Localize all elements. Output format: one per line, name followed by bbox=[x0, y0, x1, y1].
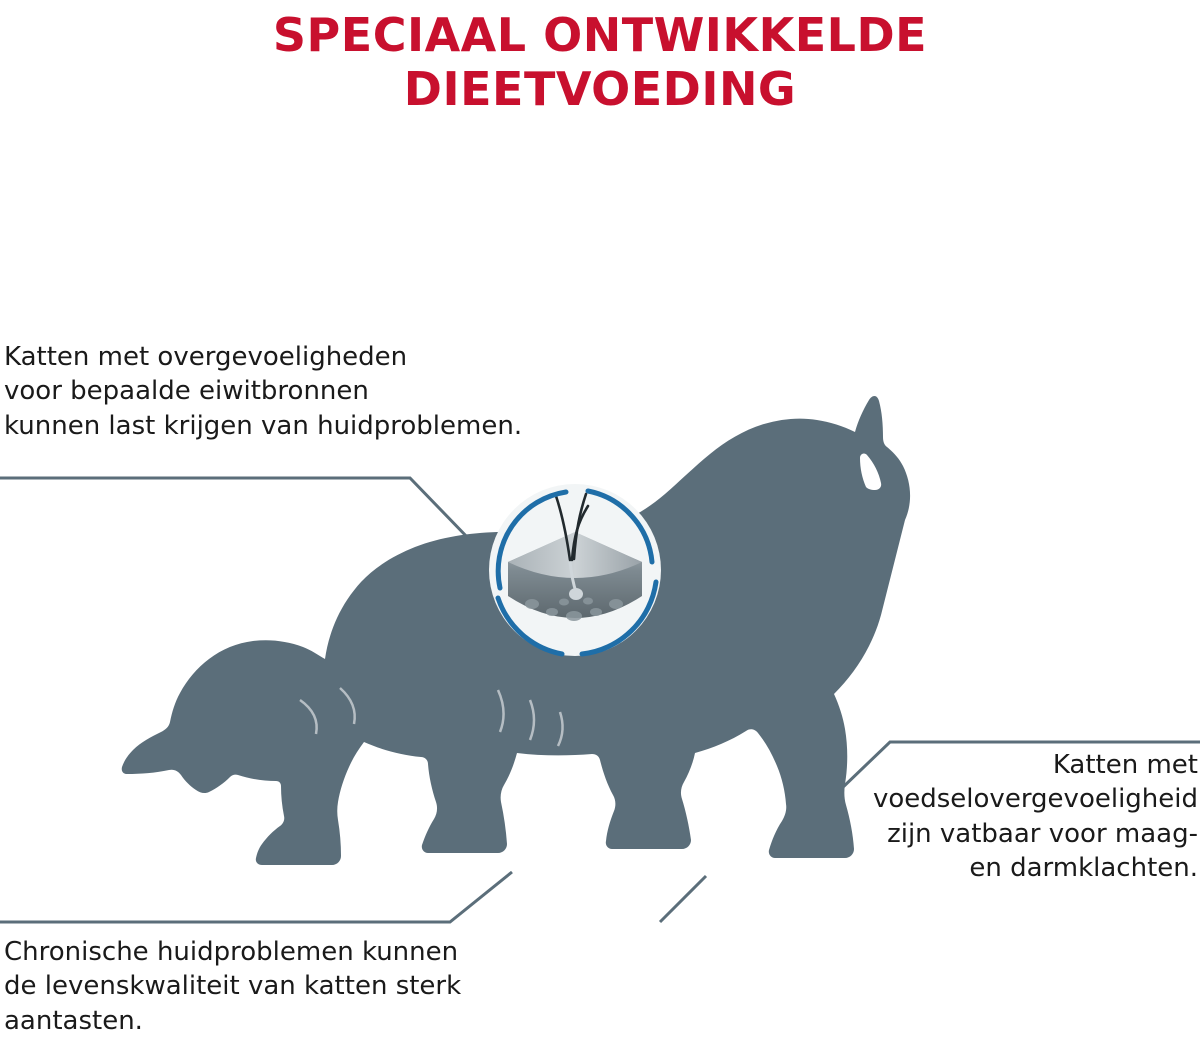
chronic-callout-line-3: aantasten. bbox=[4, 1005, 143, 1036]
leader-line-chronic bbox=[0, 872, 512, 922]
digestive-callout-line-3: zijn vatbaar voor maag- bbox=[887, 818, 1198, 849]
skin-cross-section-zoom bbox=[470, 470, 680, 670]
skin-callout-line-1: Katten met overgevoeligheden bbox=[4, 342, 408, 372]
skin-callout-line-3: kunnen last krijgen van huidproblemen. bbox=[4, 410, 523, 441]
leader-line-skin bbox=[0, 478, 470, 540]
digestive-callout-line-1: Katten met bbox=[1052, 750, 1198, 780]
chronic-skin-callout bbox=[4, 935, 461, 1038]
digestive-callout-line-2: voedselovergevoeligheid bbox=[872, 784, 1198, 815]
skin-callout-line-2: voor bepaalde eiwitbronnen bbox=[4, 376, 369, 407]
skin-sensitivity-callout bbox=[4, 340, 522, 443]
page-title-line-2: DIEETVOEDING bbox=[403, 62, 797, 117]
chronic-callout-line-1: Chronische huidproblemen kunnen bbox=[4, 937, 459, 967]
digestive-callout-line-4: en darmklachten. bbox=[969, 852, 1198, 883]
leader-line-bottom-right bbox=[660, 876, 706, 922]
digestive-sensitivity-callout bbox=[873, 748, 1198, 885]
chronic-callout-line-2: de levenskwaliteit van katten sterk bbox=[4, 971, 462, 1002]
page-title-line-1: SPECIAAL ONTWIKKELDE bbox=[272, 8, 928, 62]
